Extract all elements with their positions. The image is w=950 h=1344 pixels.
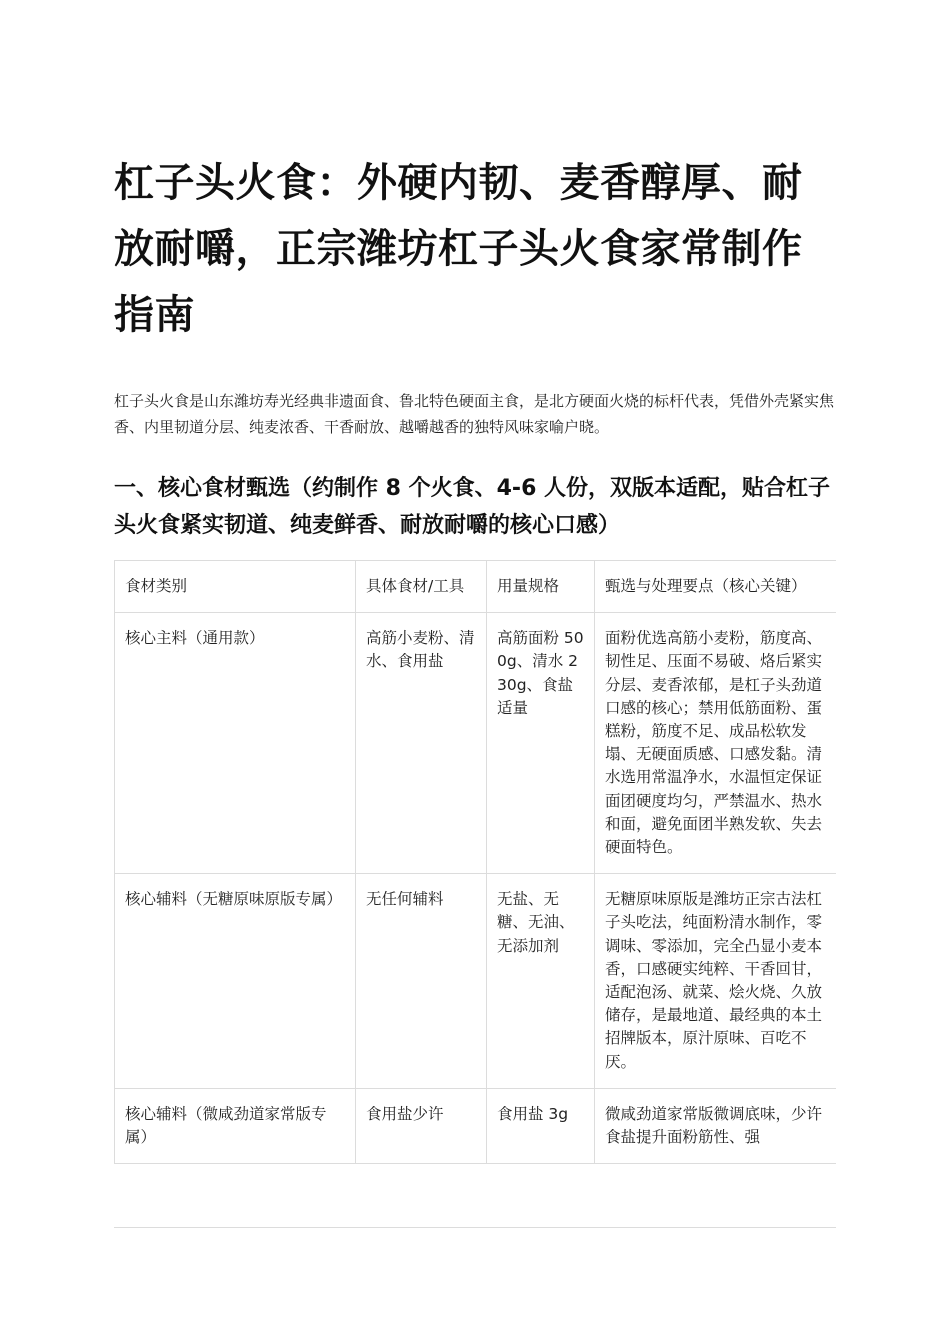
table-cell-ingredients: 无任何辅料 — [356, 874, 487, 1089]
section-heading-ingredients: 一、核心食材甄选（约制作 8 个火食、4-6 人份，双版本适配，贴合杠子头火食紧实韧道、纯麦鲜香、耐放耐嚼的核心口感） — [114, 476, 831, 538]
table-cell-category: 核心辅料（无糖原味原版专属） — [115, 874, 356, 1089]
table-cell-amount: 食用盐 3g — [487, 1088, 595, 1163]
table-cell-amount: 无盐、无糖、无油、无添加剂 — [487, 874, 595, 1089]
ingredients-table — [114, 560, 836, 1164]
table-cell-category: 核心辅料（微咸劲道家常版专属） — [115, 1088, 356, 1163]
page-title: 杠子头火食：外硬内韧、麦香醇厚、耐放耐嚼，正宗潍坊杠子头火食家常制作指南 — [114, 160, 803, 338]
table-cell-amount: 高筋面粉 500g、清水 230g、食盐适量 — [487, 613, 595, 874]
ingredients-table-container — [114, 560, 836, 1228]
table-cell-ingredients: 食用盐少许 — [356, 1088, 487, 1163]
table-cell-notes: 无糖原味原版是潍坊正宗古法杠子头吃法，纯面粉清水制作，零调味、零添加，完全凸显小麦本香，口感硬实纯粹、干香回甘，适配泡汤、就菜、烩火烧、久放储存，是最地道、最经典的本土招牌版本，原汁原味、百吃不厌。 — [595, 874, 837, 1089]
table-header-cell: 用量规格 — [487, 561, 595, 613]
table-row — [115, 874, 837, 1089]
table-row — [115, 1088, 837, 1163]
table-header-row — [115, 561, 837, 613]
table-header-cell: 具体食材/工具 — [356, 561, 487, 613]
intro-paragraph: 杠子头火食是山东潍坊寿光经典非遗面食、鲁北特色硬面主食，是北方硬面火烧的标杆代表，凭借外壳紧实焦香、内里韧道分层、纯麦浓香、干香耐放、越嚼越香的独特风味家喻户晓。 — [114, 392, 835, 436]
table-cell-category: 核心主料（通用款） — [115, 613, 356, 874]
table-row — [115, 613, 837, 874]
table-cell-ingredients: 高筋小麦粉、清水、食用盐 — [356, 613, 487, 874]
table-cell-notes: 微咸劲道家常版微调底味，少许食盐提升面粉筋性、强 — [595, 1088, 837, 1163]
table-header-cell: 甄选与处理要点（核心关键） — [595, 561, 837, 613]
table-header-cell: 食材类别 — [115, 561, 356, 613]
table-cell-notes: 面粉优选高筋小麦粉，筋度高、韧性足、压面不易破、烙后紧实分层、麦香浓郁，是杠子头劲道口感的核心；禁用低筋面粉、蛋糕粉，筋度不足、成品松软发塌、无硬面质感、口感发黏。清水选用常温净水，水温恒定保证面团硬度均匀，严禁温水、热水和面，避免面团半熟发软、失去硬面特色。 — [595, 613, 837, 874]
